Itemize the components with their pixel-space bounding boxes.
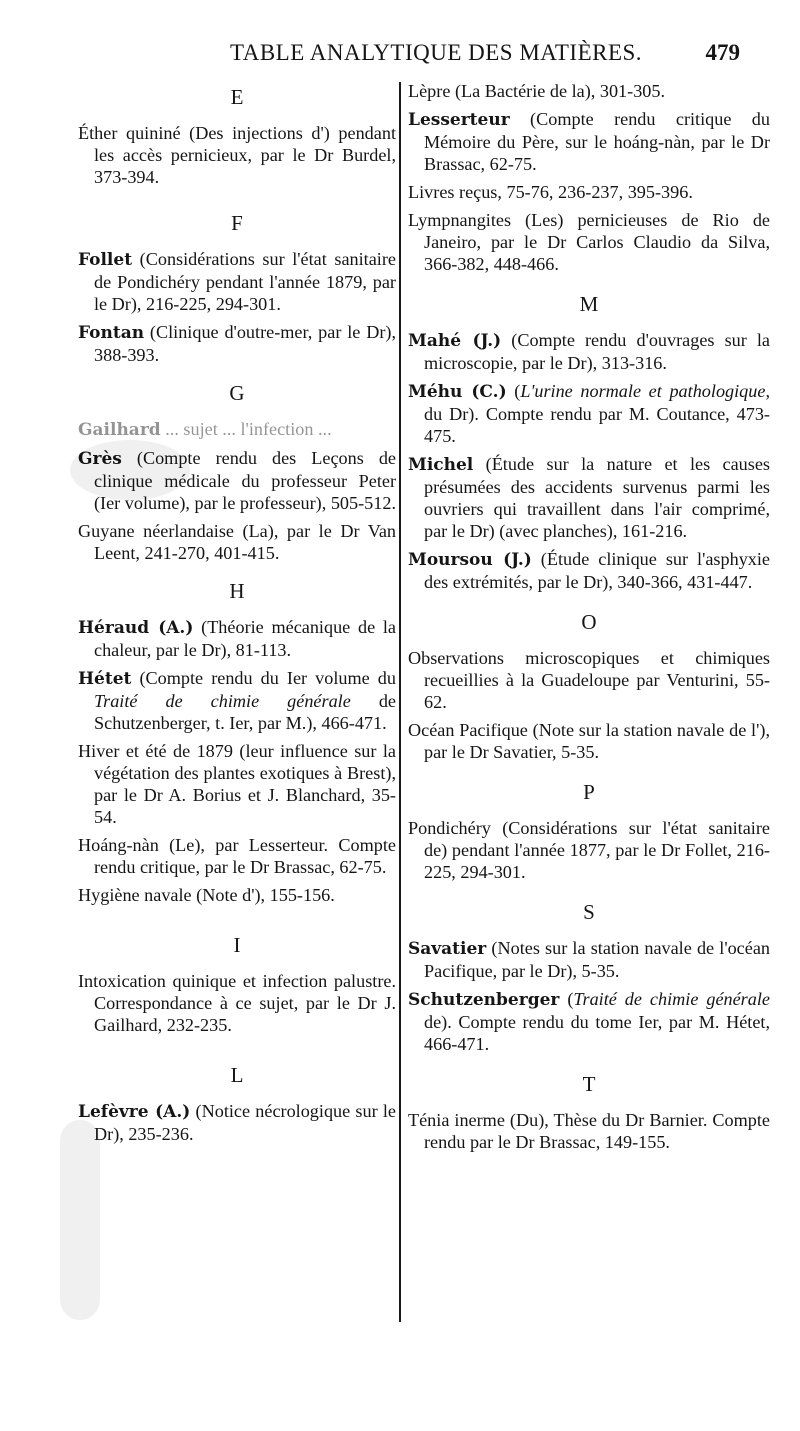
right-column (408, 80, 770, 1159)
index-entry (78, 616, 396, 661)
entry-text: de). Compte rendu du tome Ier, par M. Hétet, 466-471. (424, 1012, 770, 1054)
index-entry: Pondichéry (Considérations sur l'état sanitaire de) pendant l'année 1877, par le Dr Follet, 216-225, 294-301. (408, 818, 770, 882)
entry-text: du Dr). Compte rendu par M. Coutance, 473-475. (424, 404, 770, 446)
index-entry: Lèpre (La Bactérie de la), 301-305. (408, 81, 666, 101)
entry-text: (Théorie mécanique de la chaleur, par le Dr), 81-113. (94, 617, 397, 660)
index-entry (408, 937, 770, 982)
index-entry (408, 329, 770, 374)
section-letter-e: E (230, 85, 244, 109)
index-entry: Hiver et été de 1879 (leur influence sur la végétation des plantes exotiques à Brest), par le Dr A. Borius et J. Blanchard, 35-54. (78, 741, 396, 827)
entry-text: (Compte rendu critique du Mémoire du Père, sur le hoáng-nàn, par le Dr Brassac, 62-75. (424, 109, 770, 174)
entry-text: ( (506, 381, 521, 401)
entry-text: (Notes sur la station navale de l'océan Pacifique, par le Dr), 5-35. (424, 938, 770, 981)
index-entry (78, 1100, 396, 1145)
index-entry: Guyane néerlandaise (La), par le Dr Van Leent, 241-270, 401-415. (78, 521, 396, 563)
entry-text: (Compte rendu d'ouvrages sur la microscopie, par le Dr), 313-316. (424, 330, 771, 373)
entry-text: (Considérations sur l'état sanitaire de Pondichéry pendant l'année 1879, par le Dr), 216-225, 294-301. (94, 249, 396, 314)
entry-text: (Étude sur la nature et les causes présumées des accidents survenus parmi les ouvriers qui travaillent dans l'air comprimé, par le Dr) (avec planches), 161-216. (424, 454, 770, 541)
entry-headword: Moursou (J.) (408, 550, 532, 570)
index-entry: Hoáng-nàn (Le), par Lesserteur. Compte rendu critique, par le Dr Brassac, 62-75. (78, 835, 396, 877)
index-entry: Observations microscopiques et chimiques recueillies à la Guadeloupe par Venturini, 55-62. (408, 648, 770, 712)
entry-text: (Clinique d'outre-mer, par le Dr), 388-393. (94, 322, 396, 365)
entry-headword: Gailhard (78, 420, 161, 440)
entry-text: de Schutzenberger, t. Ier, par M.), 466-471. (94, 691, 396, 733)
section-letter-h: H (229, 579, 245, 603)
page-header (30, 40, 770, 76)
section-letter-l: L (230, 1063, 244, 1087)
index-entry (408, 380, 770, 447)
index-entry: Ténia inerme (Du), Thèse du Dr Barnier. Compte rendu par le Dr Brassac, 149-155. (408, 1110, 770, 1152)
entry-title: Traité de chimie générale (94, 691, 351, 711)
page-number: 479 (705, 40, 740, 65)
paper-stain (70, 440, 190, 500)
entry-headword: Michel (408, 455, 474, 475)
index-entry: Intoxication quinique et infection palustre. Correspondance à ce sujet, par le Dr J. Gailhard, 232-235. (78, 971, 396, 1035)
entry-headword: Fontan (78, 323, 145, 343)
entry-headword: Héraud (A.) (78, 618, 194, 638)
index-entry: Livres reçus, 75-76, 236-237, 395-396. (408, 182, 693, 202)
entry-headword: Lesserteur (408, 110, 510, 130)
section-letter-o: O (581, 610, 597, 634)
entry-text: ... sujet ... l'infection ... (160, 419, 332, 439)
left-column (78, 80, 396, 1151)
entry-headword: Mahé (J.) (408, 331, 502, 351)
index-entry: Lympnangites (Les) pernicieuses de Rio de Janeiro, par le Dr Carlos Claudio da Silva, 366-382, 448-466. (408, 210, 770, 274)
index-entry (408, 108, 770, 175)
paper-stain (60, 1120, 100, 1320)
section-letter-g: G (229, 381, 245, 405)
entry-text: (Compte rendu du Ier volume du (131, 668, 396, 688)
index-entry: Océan Pacifique (Note sur la station navale de l'), par le Dr Savatier, 5-35. (408, 720, 770, 762)
index-entry (78, 248, 396, 315)
section-letter-p: P (583, 780, 595, 804)
section-letter-f: F (231, 211, 243, 235)
section-letter-m: M (579, 292, 599, 316)
entry-text: (Notice nécrologique sur le Dr), 235-236. (94, 1101, 396, 1144)
index-entry (408, 453, 770, 542)
entry-headword: Schutzenberger (408, 990, 560, 1010)
entry-text: ( (559, 989, 574, 1009)
entry-headword: Hétet (78, 669, 132, 689)
entry-headword: Lefèvre (A.) (78, 1102, 191, 1122)
index-entry (78, 321, 396, 366)
section-letter-s: S (583, 900, 595, 924)
entry-headword: Grès (78, 449, 122, 469)
column-divider (399, 82, 401, 1322)
entry-title: Traité de chimie générale (573, 989, 770, 1009)
entry-headword: Follet (78, 250, 133, 270)
entry-title: L'urine normale et pathologique, (520, 381, 770, 401)
entry-text: (Étude clinique sur l'asphyxie des extrémités, par le Dr), 340-366, 431-447. (424, 549, 771, 592)
entry-headword: Méhu (C.) (408, 382, 507, 402)
section-letter-t: T (582, 1072, 596, 1096)
entry-headword: Savatier (408, 939, 487, 959)
index-entry: Hygiène navale (Note d'), 155-156. (78, 885, 335, 905)
index-entry (408, 548, 770, 593)
index-entry (78, 418, 396, 441)
index-entry: Éther quininé (Des injections d') pendant les accès pernicieux, par le Dr Burdel, 373-394. (78, 123, 396, 187)
running-title: TABLE ANALYTIQUE DES MATIÈRES. (230, 40, 643, 65)
entry-text: (Compte rendu des Leçons de clinique médicale du professeur Peter (Ier volume), par le professeur), 505-512. (94, 448, 397, 513)
section-letter-i: I (233, 933, 241, 957)
index-entry (408, 988, 770, 1055)
index-entry (78, 667, 396, 734)
